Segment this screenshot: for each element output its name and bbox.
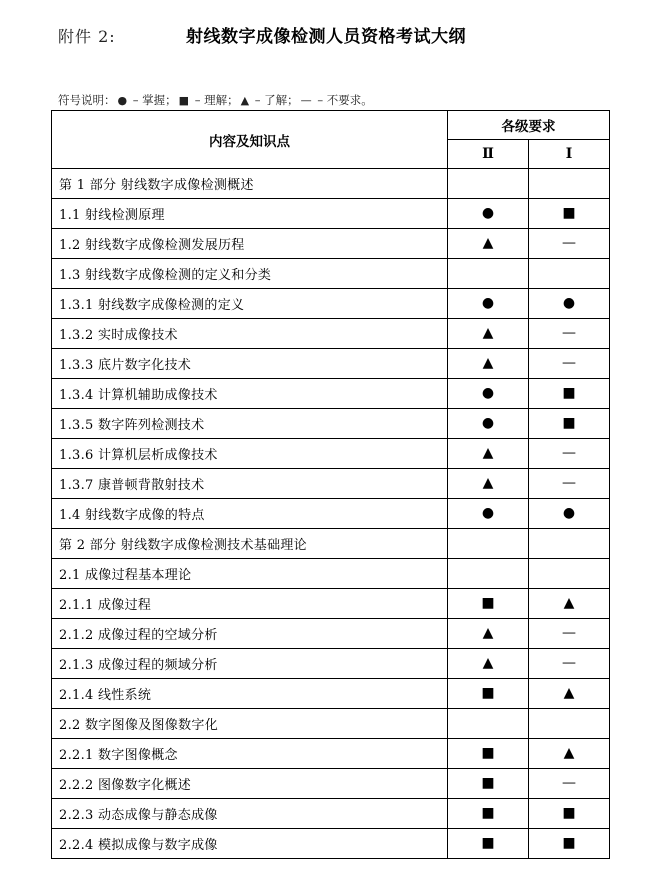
- knowledge-point-text: 2.1.1 成像过程: [59, 598, 152, 613]
- requirement-symbol: ●: [481, 295, 495, 311]
- legend-symbol-none: —: [300, 94, 312, 107]
- requirement-symbol: —: [562, 325, 576, 341]
- legend-symbol-master: ●: [117, 94, 128, 107]
- table-row: [52, 319, 610, 349]
- level-1-requirement: [529, 289, 610, 319]
- knowledge-point-cell: [52, 619, 448, 649]
- level-2-requirement: [448, 409, 529, 439]
- requirement-symbol: ■: [562, 205, 576, 221]
- knowledge-point-cell: [52, 469, 448, 499]
- knowledge-point-text: 1.3.3 底片数字化技术: [59, 358, 192, 373]
- knowledge-point-text: 2.1.2 成像过程的空域分析: [59, 628, 218, 643]
- requirement-symbol: —: [562, 775, 576, 791]
- level-1-requirement: [529, 739, 610, 769]
- level-1-requirement: [529, 799, 610, 829]
- knowledge-point-text: 1.3.5 数字阵列检测技术: [59, 418, 205, 433]
- table-row: [52, 409, 610, 439]
- requirement-symbol: ●: [481, 505, 495, 521]
- knowledge-point-cell: [52, 169, 448, 199]
- table-row: [52, 229, 610, 259]
- table-row: [52, 469, 610, 499]
- knowledge-point-text: 2.2.4 模拟成像与数字成像: [59, 838, 218, 853]
- requirement-symbol: ■: [481, 805, 495, 821]
- knowledge-point-cell: [52, 739, 448, 769]
- level-2-requirement: [448, 319, 529, 349]
- table-row: [52, 739, 610, 769]
- requirement-symbol: ▲: [563, 685, 575, 701]
- level-2-requirement: [448, 649, 529, 679]
- table-row: [52, 379, 610, 409]
- level-1-requirement: [529, 499, 610, 529]
- knowledge-point-cell: [52, 349, 448, 379]
- knowledge-point-cell: [52, 499, 448, 529]
- table-row: [52, 709, 610, 739]
- requirement-symbol: ■: [481, 685, 495, 701]
- requirement-symbol: —: [562, 445, 576, 461]
- knowledge-point-cell: [52, 589, 448, 619]
- knowledge-point-text: 1.3.6 计算机层析成像技术: [59, 448, 218, 463]
- requirement-symbol: ●: [562, 295, 576, 311]
- level-1-requirement: [529, 649, 610, 679]
- legend-symbol-understand: ■: [178, 94, 190, 107]
- level-1-requirement: [529, 769, 610, 799]
- level-1-requirement: [529, 229, 610, 259]
- table-row: [52, 799, 610, 829]
- knowledge-point-cell: [52, 229, 448, 259]
- knowledge-point-cell: [52, 829, 448, 859]
- level-2-requirement: [448, 559, 529, 589]
- table-row: [52, 259, 610, 289]
- level-2-requirement: [448, 289, 529, 319]
- table-row: [52, 169, 610, 199]
- document-header: [58, 22, 618, 48]
- level-2-requirement: [448, 769, 529, 799]
- requirement-symbol: ▲: [482, 325, 494, 341]
- level-2-requirement: [448, 379, 529, 409]
- level-2-requirement: [448, 709, 529, 739]
- requirement-symbol: ●: [481, 415, 495, 431]
- knowledge-point-cell: [52, 709, 448, 739]
- syllabus-table: [51, 110, 610, 859]
- level-1-requirement: [529, 199, 610, 229]
- knowledge-point-text: 1.3.2 实时成像技术: [59, 328, 178, 343]
- knowledge-point-cell: [52, 799, 448, 829]
- requirement-symbol: ▲: [482, 355, 494, 371]
- knowledge-point-cell: [52, 679, 448, 709]
- level-2-requirement: [448, 349, 529, 379]
- level-1-requirement: [529, 349, 610, 379]
- table-header-row: [52, 111, 610, 140]
- level-1-requirement: [529, 589, 610, 619]
- knowledge-point-cell: [52, 559, 448, 589]
- requirement-symbol: ■: [562, 415, 576, 431]
- level-1-requirement: [529, 319, 610, 349]
- requirement-symbol: ▲: [482, 475, 494, 491]
- table-row: [52, 649, 610, 679]
- requirement-symbol: ▲: [563, 745, 575, 761]
- table-row: [52, 529, 610, 559]
- requirement-symbol: ●: [481, 385, 495, 401]
- symbol-legend: [58, 92, 373, 108]
- level-1-requirement: [529, 259, 610, 289]
- requirement-symbol: ■: [562, 835, 576, 851]
- knowledge-point-text: 第 1 部分 射线数字成像检测概述: [59, 178, 254, 193]
- table-row: [52, 829, 610, 859]
- knowledge-point-text: 第 2 部分 射线数字成像检测技术基础理论: [59, 538, 307, 553]
- table-row: [52, 679, 610, 709]
- level-2-requirement: [448, 799, 529, 829]
- requirement-symbol: ■: [481, 595, 495, 611]
- knowledge-point-text: 1.3 射线数字成像检测的定义和分类: [59, 268, 272, 283]
- legend-text-master: – 掌握；: [129, 93, 177, 107]
- knowledge-point-text: 2.1.3 成像过程的频域分析: [59, 658, 218, 673]
- knowledge-point-text: 1.3.4 计算机辅助成像技术: [59, 388, 218, 403]
- table-row: [52, 499, 610, 529]
- requirement-symbol: ▲: [482, 655, 494, 671]
- level-1-requirement: [529, 529, 610, 559]
- requirement-symbol: ▲: [563, 595, 575, 611]
- content-header: 内容及知识点: [52, 111, 448, 169]
- knowledge-point-text: 1.4 射线数字成像的特点: [59, 508, 205, 523]
- level-1-requirement: [529, 169, 610, 199]
- knowledge-point-text: 1.2 射线数字成像检测发展历程: [59, 238, 245, 253]
- level-2-requirement: [448, 169, 529, 199]
- level-2-requirement: [448, 469, 529, 499]
- requirement-symbol: —: [562, 655, 576, 671]
- level-2-requirement: [448, 619, 529, 649]
- table-row: [52, 349, 610, 379]
- level-1-requirement: [529, 829, 610, 859]
- requirement-symbol: ■: [562, 805, 576, 821]
- requirement-symbol: ▲: [482, 235, 494, 251]
- knowledge-point-cell: [52, 259, 448, 289]
- level-2-requirement: [448, 199, 529, 229]
- knowledge-point-text: 1.3.7 康普顿背散射技术: [59, 478, 205, 493]
- requirement-symbol: ■: [562, 385, 576, 401]
- level-2-requirement: [448, 829, 529, 859]
- level-1-requirement: [529, 619, 610, 649]
- knowledge-point-cell: [52, 379, 448, 409]
- level-2-requirement: [448, 439, 529, 469]
- table-row: [52, 289, 610, 319]
- knowledge-point-text: 1.1 射线检测原理: [59, 208, 165, 223]
- legend-symbol-know: ▲: [240, 94, 250, 107]
- knowledge-point-cell: [52, 289, 448, 319]
- table-row: [52, 619, 610, 649]
- level-2-requirement: [448, 679, 529, 709]
- level-2-header: Ⅱ: [448, 140, 529, 169]
- level-1-requirement: [529, 379, 610, 409]
- requirement-symbol: ■: [481, 775, 495, 791]
- knowledge-point-text: 2.1.4 线性系统: [59, 688, 152, 703]
- knowledge-point-cell: [52, 409, 448, 439]
- knowledge-point-text: 2.2.2 图像数字化概述: [59, 778, 192, 793]
- knowledge-point-text: 1.3.1 射线数字成像检测的定义: [59, 298, 245, 313]
- requirement-symbol: ▲: [482, 445, 494, 461]
- table-row: [52, 769, 610, 799]
- level-1-requirement: [529, 679, 610, 709]
- knowledge-point-cell: [52, 439, 448, 469]
- knowledge-point-cell: [52, 319, 448, 349]
- level-2-requirement: [448, 499, 529, 529]
- level-2-requirement: [448, 739, 529, 769]
- requirement-symbol: ■: [481, 835, 495, 851]
- level-1-header: Ⅰ: [529, 140, 610, 169]
- requirement-symbol: ▲: [482, 625, 494, 641]
- attachment-label: 附件 2:: [58, 27, 116, 46]
- knowledge-point-text: 2.2 数字图像及图像数字化: [59, 718, 219, 733]
- level-1-requirement: [529, 469, 610, 499]
- table-row: [52, 199, 610, 229]
- table-row: [52, 559, 610, 589]
- knowledge-point-text: 2.2.1 数字图像概念: [59, 748, 178, 763]
- level-1-requirement: [529, 409, 610, 439]
- legend-text-none: – 不要求。: [313, 93, 373, 107]
- level-1-requirement: [529, 709, 610, 739]
- knowledge-point-cell: [52, 649, 448, 679]
- level-2-requirement: [448, 259, 529, 289]
- level-1-requirement: [529, 559, 610, 589]
- requirement-symbol: ■: [481, 745, 495, 761]
- knowledge-point-text: 2.1 成像过程基本理论: [59, 568, 192, 583]
- level-2-requirement: [448, 529, 529, 559]
- table-row: [52, 589, 610, 619]
- knowledge-point-cell: [52, 769, 448, 799]
- legend-prefix: 符号说明：: [58, 93, 116, 107]
- requirement-symbol: —: [562, 475, 576, 491]
- requirement-symbol: —: [562, 625, 576, 641]
- requirement-symbol: ●: [562, 505, 576, 521]
- levels-header: 各级要求: [448, 111, 610, 140]
- table-row: [52, 439, 610, 469]
- knowledge-point-text: 2.2.3 动态成像与静态成像: [59, 808, 218, 823]
- level-1-requirement: [529, 439, 610, 469]
- level-2-requirement: [448, 229, 529, 259]
- knowledge-point-cell: [52, 199, 448, 229]
- legend-text-understand: – 理解；: [191, 93, 239, 107]
- requirement-symbol: ●: [481, 205, 495, 221]
- knowledge-point-cell: [52, 529, 448, 559]
- level-2-requirement: [448, 589, 529, 619]
- document-title: 射线数字成像检测人员资格考试大纲: [186, 27, 466, 47]
- requirement-symbol: —: [562, 235, 576, 251]
- requirement-symbol: —: [562, 355, 576, 371]
- legend-text-know: – 了解；: [251, 93, 299, 107]
